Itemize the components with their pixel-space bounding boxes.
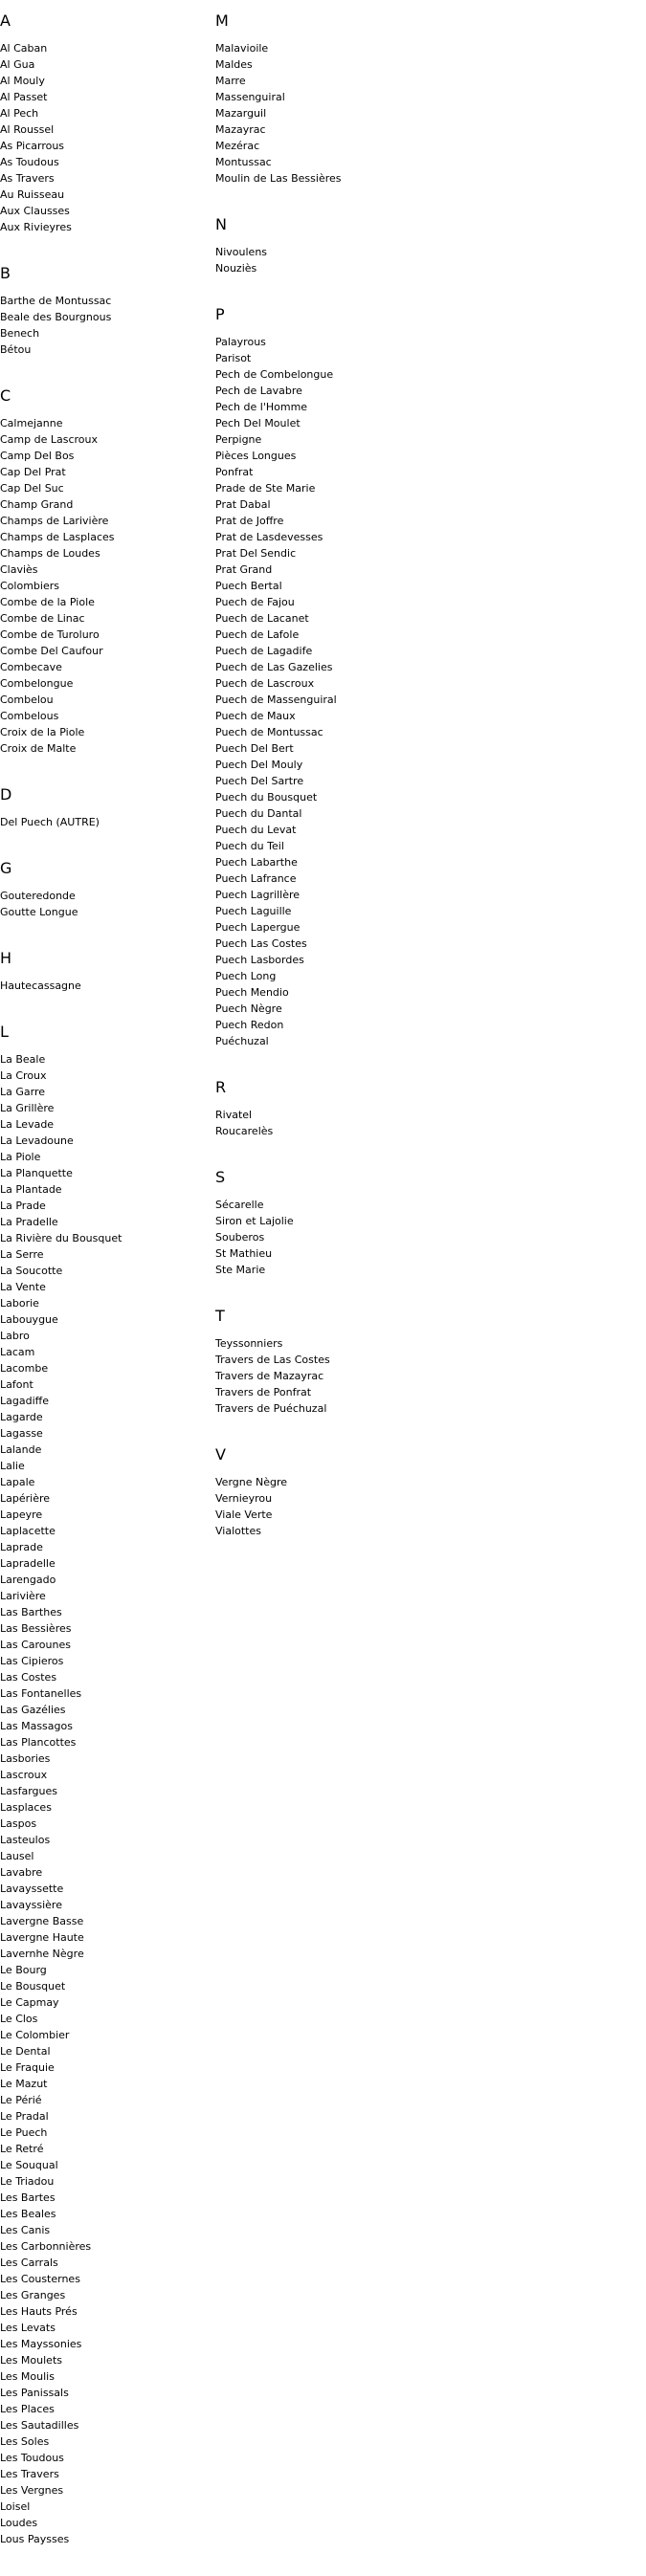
place-name: Les Levats <box>0 2322 56 2334</box>
place-name: As Toudous <box>0 156 59 168</box>
place-name: Les Beales <box>0 2208 56 2220</box>
place-name: Prade de Ste Marie <box>215 482 316 495</box>
place-name: Nouziès <box>215 262 257 275</box>
place-name: St Mathieu <box>215 1247 273 1260</box>
place-name: Lagasse <box>0 1427 43 1440</box>
place-name: Perpigne <box>215 433 262 446</box>
place-name-list <box>0 293 211 358</box>
place-name: Laborie <box>0 1297 39 1310</box>
place-name: Puech du Dantal <box>215 807 302 820</box>
place-name: Mezérac <box>215 140 260 152</box>
place-name: Lagarde <box>0 1411 43 1423</box>
place-name-list <box>0 888 211 920</box>
place-name: Travers de Puéchuzal <box>215 1402 327 1415</box>
place-name: Lagadiffe <box>0 1395 49 1407</box>
place-name: Nivoulens <box>215 246 268 258</box>
place-name: Puech de Lacanet <box>215 612 309 625</box>
place-name: Larivière <box>0 1590 46 1602</box>
place-name: Le Dental <box>0 2045 51 2058</box>
place-name: Au Ruisseau <box>0 188 65 201</box>
place-name-list <box>215 334 636 1049</box>
place-name: Les Carbonnières <box>0 2240 92 2253</box>
place-name: Pech de Lavabre <box>215 385 302 397</box>
place-name: La Rivière du Bousquet <box>0 1232 123 1244</box>
place-name: Sécarelle <box>215 1199 264 1211</box>
place-name: Prat Del Sendic <box>215 547 297 560</box>
letter-section-h <box>0 949 211 994</box>
place-name: Al Pech <box>0 107 39 120</box>
place-name-list <box>215 1197 636 1278</box>
place-name: Massenguiral <box>215 91 285 103</box>
place-name: Combe Del Caufour <box>0 645 103 657</box>
place-name: Les Granges <box>0 2289 66 2301</box>
place-name: Vernieyrou <box>215 1492 273 1505</box>
place-name: Puech Laguille <box>215 905 292 917</box>
letter-heading: G <box>0 859 12 877</box>
place-name: Laprade <box>0 1541 43 1553</box>
place-name: Le Bousquet <box>0 1980 66 1993</box>
place-name-list <box>215 1335 636 1417</box>
place-name: Prat Grand <box>215 563 273 576</box>
place-name: Siron et Lajolie <box>215 1215 294 1227</box>
letter-heading: D <box>0 785 12 804</box>
place-name: Lapradelle <box>0 1557 56 1570</box>
place-name: Puéchuzal <box>215 1035 269 1047</box>
place-name: La Planquette <box>0 1167 73 1179</box>
place-name: Champ Grand <box>0 498 74 511</box>
place-name: Les Vergnes <box>0 2484 64 2497</box>
place-name: Puech Nègre <box>215 1002 282 1015</box>
letter-section-c <box>0 386 211 757</box>
letter-section-p <box>215 305 636 1049</box>
place-name: Combelous <box>0 710 59 722</box>
place-name: Lavernhe Nègre <box>0 1948 84 1960</box>
place-name: La Soucotte <box>0 1265 63 1277</box>
letter-section-m <box>215 11 636 187</box>
letter-section-v <box>215 1445 636 1539</box>
place-name: Lasplaces <box>0 1801 52 1814</box>
place-name: Lalie <box>0 1460 25 1472</box>
place-name: Puech de Massenguiral <box>215 694 337 706</box>
place-name: Pièces Longues <box>215 450 297 462</box>
place-name: Mazarguil <box>215 107 267 120</box>
place-name: Le Pradal <box>0 2110 49 2123</box>
place-name: Pech Del Moulet <box>215 417 301 429</box>
place-name: Al Mouly <box>0 75 45 87</box>
place-name: Gouteredonde <box>0 890 76 902</box>
place-name: Lasteulos <box>0 1834 51 1846</box>
place-name: Puech Lafrance <box>215 872 297 885</box>
place-name-list <box>215 244 636 276</box>
place-name: Aux Rivieyres <box>0 221 72 233</box>
place-name: Champs de Lasplaces <box>0 531 115 543</box>
letter-heading: V <box>215 1445 226 1464</box>
place-name: La Levade <box>0 1118 55 1131</box>
place-name: Prat de Joffre <box>215 515 284 527</box>
place-name: Puech Long <box>215 970 277 982</box>
place-name: Puech de Lafole <box>215 628 300 641</box>
place-name: Croix de la Piole <box>0 726 85 738</box>
place-name: Parisot <box>215 352 252 364</box>
place-name: Puech Lapergue <box>215 921 301 934</box>
place-name: Al Passet <box>0 91 48 103</box>
place-name: Les Moulis <box>0 2370 55 2383</box>
place-name: Puech du Teil <box>215 840 284 852</box>
place-name: Travers de Ponfrat <box>215 1386 312 1398</box>
letter-section-n <box>215 215 636 276</box>
place-name: La Piole <box>0 1151 41 1163</box>
place-name: Lavergne Basse <box>0 1915 84 1927</box>
place-name: Ponfrat <box>215 466 254 478</box>
place-name: Labouygue <box>0 1313 58 1326</box>
place-name: Le Retré <box>0 2143 44 2155</box>
place-name: Puech Del Mouly <box>215 759 303 771</box>
place-name: Vialottes <box>215 1525 261 1537</box>
place-name: Goutte Longue <box>0 906 78 918</box>
place-name-list <box>0 40 211 235</box>
place-name: Benech <box>0 327 40 340</box>
place-name: Les Canis <box>0 2224 51 2236</box>
place-name: Les Carrals <box>0 2257 58 2269</box>
place-name: Le Souqual <box>0 2159 58 2171</box>
place-name: As Picarrous <box>0 140 65 152</box>
place-name: Le Capmay <box>0 1996 59 2009</box>
letter-section-b <box>0 264 211 358</box>
place-name: Puech de Las Gazelies <box>215 661 333 673</box>
letter-heading: L <box>0 1023 9 1041</box>
place-name: Puech de Lagadife <box>215 645 313 657</box>
place-name: Le Fraquie <box>0 2061 55 2074</box>
place-name: Moulin de Las Bessières <box>215 172 342 185</box>
place-name: Las Barthes <box>0 1606 62 1618</box>
place-name-list <box>0 415 211 757</box>
place-name: Puech Lasbordes <box>215 954 304 966</box>
place-name: Puech de Montussac <box>215 726 323 738</box>
place-name: Prat de Lasdevesses <box>215 531 323 543</box>
place-name: Laplacette <box>0 1525 56 1537</box>
place-name: Montussac <box>215 156 272 168</box>
place-name-list <box>215 1474 636 1539</box>
place-name: Al Gua <box>0 58 35 71</box>
place-name: Les Bartes <box>0 2191 56 2204</box>
place-name: Larengado <box>0 1574 56 1586</box>
place-name: Al Caban <box>0 42 48 55</box>
place-name: Lapérière <box>0 1492 51 1505</box>
letter-section-t <box>215 1307 636 1417</box>
place-name: Cap Del Suc <box>0 482 64 495</box>
place-name: Lasbories <box>0 1752 51 1765</box>
place-name: Lacam <box>0 1346 35 1358</box>
place-name: Malavioile <box>215 42 269 55</box>
place-name: Lasfargues <box>0 1785 57 1797</box>
place-name: La Prade <box>0 1200 46 1212</box>
place-name: Puech Las Costes <box>215 937 307 950</box>
place-name: Beale des Bourgnous <box>0 311 112 323</box>
place-name: La Plantade <box>0 1183 62 1196</box>
place-name: Puech du Levat <box>215 824 297 836</box>
place-name: Lascroux <box>0 1769 48 1781</box>
letter-heading: T <box>215 1307 225 1325</box>
letter-section-l <box>0 1023 211 2547</box>
place-name: Le Périé <box>0 2094 42 2106</box>
place-name: Champs de Larivière <box>0 515 109 527</box>
letter-heading: R <box>215 1078 227 1096</box>
place-name: La Levadoune <box>0 1134 74 1147</box>
place-name: Palayrous <box>215 336 266 348</box>
place-name: Puech Del Sartre <box>215 775 304 787</box>
place-name: As Travers <box>0 172 55 185</box>
place-name: Las Massagos <box>0 1720 73 1732</box>
place-name: Labro <box>0 1330 30 1342</box>
place-name: Le Clos <box>0 2013 38 2025</box>
letter-heading: S <box>215 1168 226 1186</box>
letter-section-s <box>215 1168 636 1278</box>
letter-heading: H <box>0 949 12 967</box>
place-name: Les Sautadilles <box>0 2419 79 2432</box>
place-name: Las Cipieros <box>0 1655 64 1667</box>
place-name: Puech Bertal <box>215 580 282 592</box>
place-name: Laspos <box>0 1817 37 1830</box>
place-name: Las Carounes <box>0 1639 71 1651</box>
place-name: Loudes <box>0 2517 38 2529</box>
place-name: Lapale <box>0 1476 35 1488</box>
place-name: Le Puech <box>0 2126 48 2139</box>
place-name: Les Travers <box>0 2468 59 2480</box>
place-name: Lacombe <box>0 1362 49 1375</box>
place-name-list <box>215 40 636 187</box>
place-name: Prat Dabal <box>215 498 271 511</box>
place-name: Lapeyre <box>0 1508 43 1521</box>
place-name: Lavayssière <box>0 1899 62 1911</box>
place-name: Les Places <box>0 2403 55 2415</box>
place-name: Las Plancottes <box>0 1736 77 1749</box>
place-name: Les Toudous <box>0 2452 64 2464</box>
place-name: Puech Del Bert <box>215 742 294 755</box>
place-name: Puech Labarthe <box>215 856 298 869</box>
place-name: Rivatel <box>215 1109 253 1121</box>
place-name: Puech de Fajou <box>215 596 295 608</box>
place-name: Marre <box>215 75 246 87</box>
place-name: Souberos <box>215 1231 265 1244</box>
place-name: Lavergne Haute <box>0 1931 84 1944</box>
place-name: Croix de Malte <box>0 742 77 755</box>
place-name: Lausel <box>0 1850 34 1862</box>
place-name: Las Gazélies <box>0 1704 66 1716</box>
place-name: Les Moulets <box>0 2354 62 2367</box>
letter-heading: C <box>0 386 11 405</box>
place-name: La Pradelle <box>0 1216 58 1228</box>
place-name: La Serre <box>0 1248 44 1261</box>
place-name: Lalande <box>0 1443 42 1456</box>
place-name: Les Mayssonies <box>0 2338 82 2350</box>
place-name: Puech Redon <box>215 1019 284 1031</box>
place-name: Travers de Las Costes <box>215 1354 330 1366</box>
letter-section-r <box>215 1078 636 1139</box>
index-column-left <box>0 11 211 2576</box>
place-name: Puech du Bousquet <box>215 791 318 804</box>
place-name: Travers de Mazayrac <box>215 1370 324 1382</box>
place-name: Barthe de Montussac <box>0 295 112 307</box>
place-name: Las Bessières <box>0 1622 72 1635</box>
place-name: Les Soles <box>0 2435 50 2448</box>
place-name: La Garre <box>0 1086 46 1098</box>
place-name: Del Puech (AUTRE) <box>0 816 100 828</box>
place-name: Pech de l'Homme <box>215 401 308 413</box>
place-name: Combe de la Piole <box>0 596 95 608</box>
place-name: Combelou <box>0 694 54 706</box>
place-name: Colombiers <box>0 580 59 592</box>
place-name-list <box>0 1051 211 2547</box>
place-name: Puech de Maux <box>215 710 296 722</box>
letter-heading: A <box>0 11 11 30</box>
place-name: Le Triadou <box>0 2175 55 2188</box>
letter-section-a <box>0 11 211 235</box>
place-name: Camp Del Bos <box>0 450 75 462</box>
letter-heading: P <box>215 305 225 323</box>
place-name: Ste Marie <box>215 1264 266 1276</box>
place-name: La Grillère <box>0 1102 55 1114</box>
place-name: Combe de Linac <box>0 612 85 625</box>
place-name-list <box>0 814 211 830</box>
place-name: Maldes <box>215 58 253 71</box>
place-name: Teyssonniers <box>215 1337 283 1350</box>
place-name: Calmejanne <box>0 417 63 429</box>
place-name: Lous Paysses <box>0 2533 70 2545</box>
place-name: Lavabre <box>0 1866 43 1879</box>
place-name: Roucarelès <box>215 1125 274 1137</box>
place-name: Lavayssette <box>0 1882 64 1895</box>
place-name: Camp de Lascroux <box>0 433 99 446</box>
place-name: Combelongue <box>0 677 74 690</box>
place-name: Puech Mendio <box>215 986 289 999</box>
place-name: Mazayrac <box>215 123 266 136</box>
place-name-list <box>215 1107 636 1139</box>
letter-heading: M <box>215 11 229 30</box>
place-name: Lafont <box>0 1378 33 1391</box>
place-name-list <box>0 978 211 994</box>
place-name: Le Mazut <box>0 2078 48 2090</box>
place-name: La Vente <box>0 1281 46 1293</box>
place-name: Le Bourg <box>0 1964 47 1976</box>
place-name: Puech de Lascroux <box>215 677 315 690</box>
place-name: Les Cousternes <box>0 2273 80 2285</box>
place-name: Al Roussel <box>0 123 55 136</box>
index-column-right <box>215 11 636 1568</box>
place-name: Las Costes <box>0 1671 57 1684</box>
place-name: Puech Lagrillère <box>215 889 301 901</box>
letter-section-d <box>0 785 211 830</box>
letter-section-g <box>0 859 211 920</box>
place-name: La Beale <box>0 1053 46 1066</box>
place-name: Viale Verte <box>215 1508 273 1521</box>
letter-heading: N <box>215 215 227 233</box>
place-name: Le Colombier <box>0 2029 70 2041</box>
place-name: Loisel <box>0 2500 31 2513</box>
place-name: Champs de Loudes <box>0 547 100 560</box>
place-name: Les Hauts Prés <box>0 2305 78 2318</box>
place-name: Hautecassagne <box>0 980 81 992</box>
letter-heading: B <box>0 264 11 282</box>
place-name: Las Fontanelles <box>0 1687 82 1700</box>
place-name: Les Panissals <box>0 2387 69 2399</box>
place-name: Pech de Combelongue <box>215 368 334 381</box>
place-name: Combecave <box>0 661 62 673</box>
place-name: La Croux <box>0 1069 47 1082</box>
place-name: Bétou <box>0 343 32 356</box>
place-name: Vergne Nègre <box>215 1476 288 1488</box>
place-name: Combe de Turoluro <box>0 628 100 641</box>
place-name: Cap Del Prat <box>0 466 66 478</box>
place-name: Aux Clausses <box>0 205 70 217</box>
place-name: Claviès <box>0 563 38 576</box>
